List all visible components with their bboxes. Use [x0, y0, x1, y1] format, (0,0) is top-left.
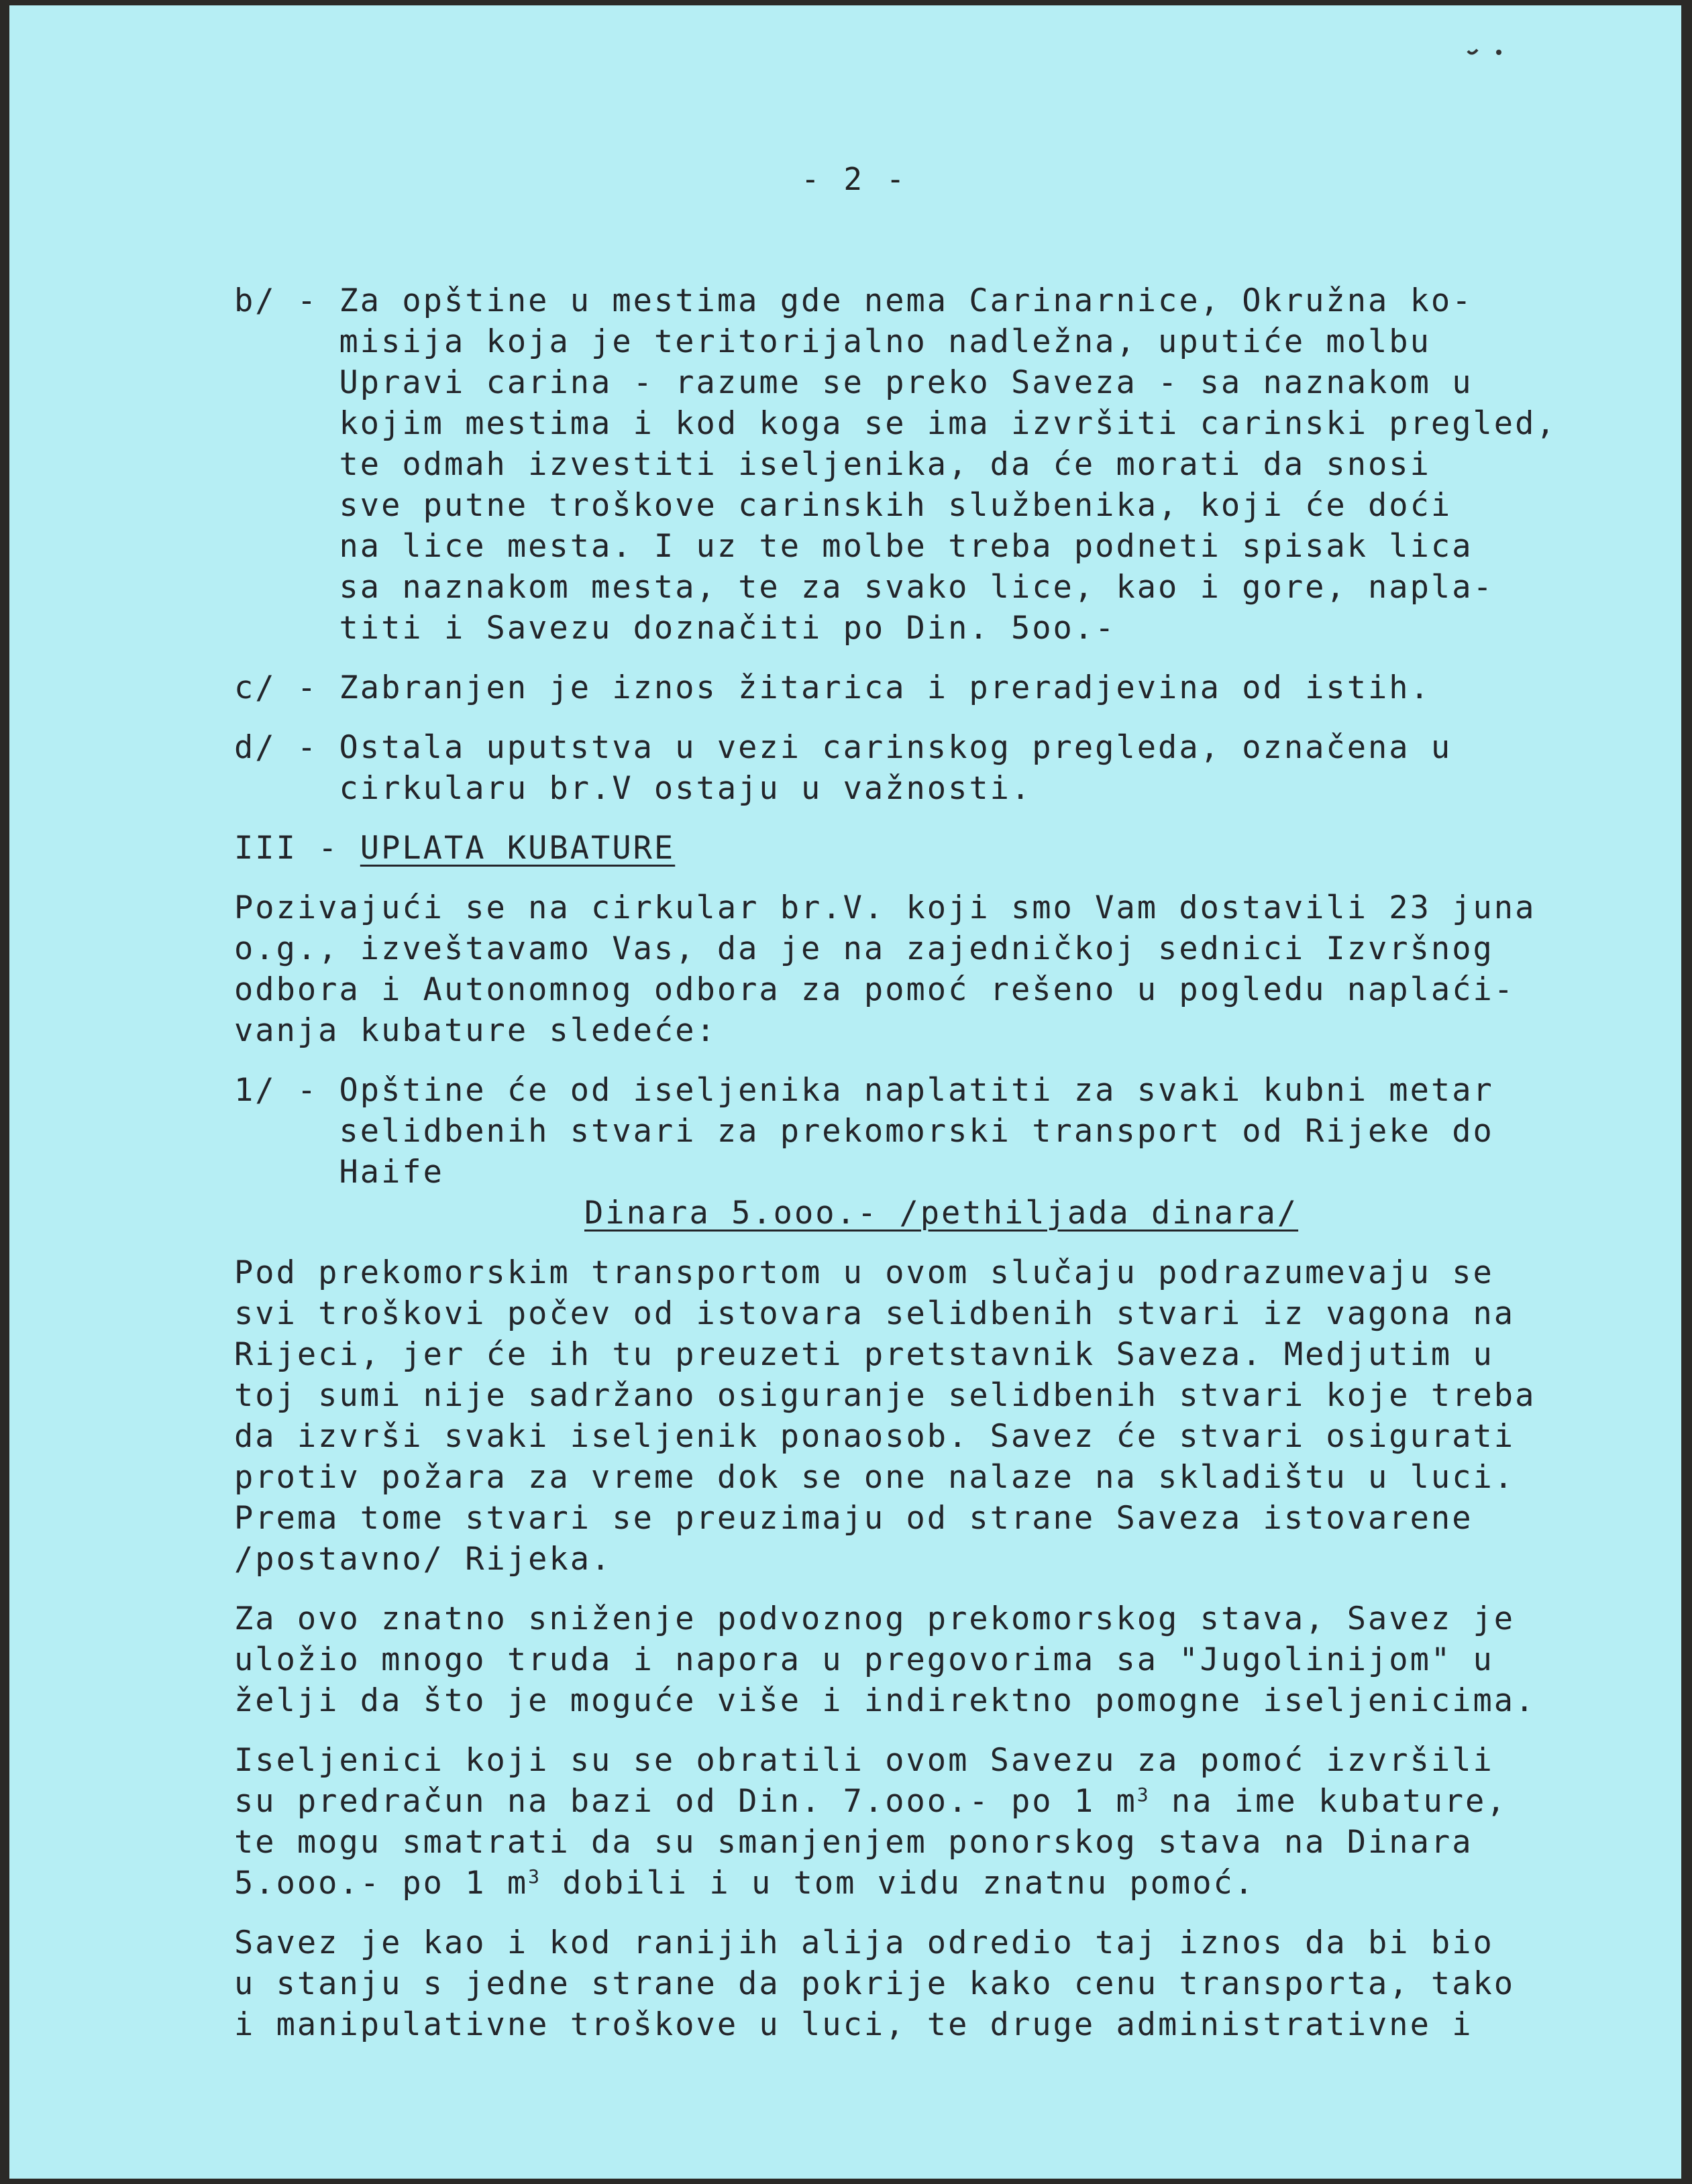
emigrants-paragraph — [234, 1740, 1576, 1904]
text-line: Za ovo znatno sniženje podvoznog prekomorskog stava, Savez je — [234, 1600, 1516, 1637]
text-line — [234, 1781, 1576, 1822]
text-line: da izvrši svaki iseljenik ponaosob. Savez će stvari osigurati — [234, 1418, 1516, 1455]
heading-title: UPLATA KUBATURE — [360, 830, 676, 867]
text-span: 5.ooo.- po 1 m — [234, 1865, 529, 1902]
text-span: dobili i u tom vidu znatnu pomoć. — [541, 1865, 1256, 1902]
text-line: želji da što je moguće više i indirektno pomogne iseljenicima. — [234, 1682, 1536, 1719]
amount-text: Dinara 5.ooo.- /pethiljada dinara/ — [584, 1195, 1299, 1232]
text-line: protiv požara za vreme dok se one nalaze na skladištu u luci. — [234, 1459, 1516, 1496]
text-line — [234, 1863, 1576, 1904]
text-line: u stanju s jedne strane da pokrije kako cenu transporta, tako — [234, 1965, 1516, 2002]
text-line: Prema tome stvari se preuzimaju od strane Saveza istovarene — [234, 1500, 1473, 1537]
text-line: vanja kubature sledeće: — [234, 1012, 717, 1049]
text-line: cirkularu br.V ostaju u važnosti. — [234, 770, 1033, 807]
section-c — [234, 667, 1576, 708]
section-d — [234, 727, 1576, 809]
text-line: Pozivajući se na cirkular br.V. koji smo Vam dostavili 23 juna — [234, 889, 1536, 926]
page-number: - 2 - — [801, 161, 908, 197]
superscript: 3 — [528, 1865, 542, 1888]
text-line: uložio mnogo truda i napora u pregovorima sa "Jugolinijom" u — [234, 1641, 1494, 1678]
text-line: Iseljenici koji su se obratili ovom Savezu za pomoć izvršili — [234, 1742, 1494, 1779]
transport-paragraph — [234, 1252, 1576, 1580]
text-line: kojim mestima i kod koga se ima izvršiti carinski pregled, — [234, 405, 1557, 442]
text-line: /postavno/ Rijeka. — [234, 1541, 613, 1578]
text-line: Pod prekomorskim transportom u ovom slučaju podrazumevaju se — [234, 1254, 1494, 1291]
text-line: i manipulativne troškove u luci, te druge administrativne i — [234, 2006, 1473, 2043]
heading-prefix: III - — [234, 830, 360, 867]
text-line: o.g., izveštavamo Vas, da je na zajedničkoj sednici Izvršnog — [234, 930, 1494, 967]
text-line: sve putne troškove carinskih službenika, koji će doći — [234, 487, 1452, 524]
text-span: su predračun na bazi od Din. 7.ooo.- po 1 m — [234, 1783, 1137, 1820]
text-line: 1/ - Opštine će od iseljenika naplatiti za svaki kubni metar — [234, 1072, 1494, 1109]
text-line: te odmah izvestiti iseljenika, da će morati da snosi — [234, 446, 1431, 483]
text-line: titi i Savezu doznačiti po Din. 5oo.- — [234, 610, 1116, 647]
text-line: Savez je kao i kod ranijih alija odredio taj iznos da bi bio — [234, 1924, 1494, 1961]
text-line: toj sumi nije sadržano osiguranje selidbenih stvari koje treba — [234, 1377, 1536, 1414]
text-line: selidbenih stvari za prekomorski transport od Rijeke do — [234, 1113, 1494, 1150]
text-line: b/ - Za opštine u mestima gde nema Carinarnice, Okružna ko- — [234, 282, 1473, 319]
text-line: Haife — [234, 1154, 444, 1191]
text-line: Rijeci, jer će ih tu preuzeti pretstavnik Saveza. Medjutim u — [234, 1336, 1494, 1373]
document-body — [234, 280, 1576, 2045]
amount-line — [234, 1193, 1576, 1234]
text-line: misija koja je teritorijalno nadležna, uputiće molbu — [234, 323, 1431, 360]
text-line: svi troškovi počev od istovara selidbenih stvari iz vagona na — [234, 1295, 1516, 1332]
section-heading — [234, 828, 1576, 869]
text-line: sa naznakom mesta, te za svako lice, kao i gore, napla- — [234, 569, 1494, 606]
text-line: d/ - Ostala uputstva u vezi carinskog pregleda, označena u — [234, 729, 1452, 766]
text-line: na lice mesta. I uz te molbe treba podneti spisak lica — [234, 528, 1473, 565]
text-span: na ime kubature, — [1150, 1783, 1508, 1820]
text-line: c/ - Zabranjen je iznos žitarica i preradjevina od istih. — [234, 669, 1431, 706]
savez-paragraph — [234, 1922, 1576, 2045]
item-1 — [234, 1070, 1576, 1234]
superscript: 3 — [1136, 1784, 1151, 1806]
text-line: te mogu smatrati da su smanjenjem ponorskog stava na Dinara — [234, 1824, 1473, 1861]
intro-paragraph — [234, 887, 1576, 1051]
section-b — [234, 280, 1576, 649]
ink-mark-icon — [1465, 39, 1512, 59]
document-page — [9, 5, 1681, 2179]
text-line: odbora i Autonomnog odbora za pomoć rešeno u pogledu naplaći- — [234, 971, 1516, 1008]
reduction-paragraph — [234, 1598, 1576, 1721]
text-line: Upravi carina - razume se preko Saveza - sa naznakom u — [234, 364, 1473, 401]
